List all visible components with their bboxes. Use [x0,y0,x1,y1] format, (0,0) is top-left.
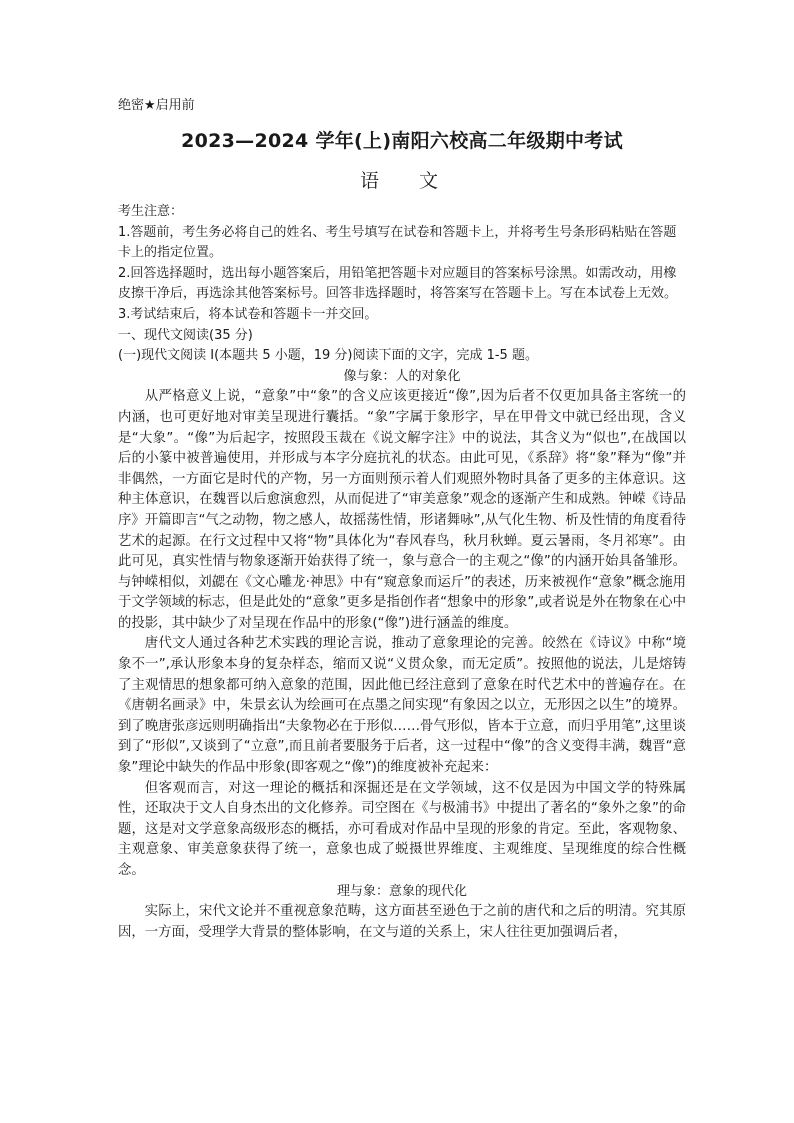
confidential-label: 绝密★启用前 [118,98,195,113]
article-section-title-1: 像与象：人的对象化 [343,368,461,384]
article-paragraph-4: 实际上，宋代文论并不重视意象范畴，这方面甚至逊色于之前的唐代和之后的明清。究其原因，一方面，受理学大背景的整体影响，在文与道的关系上，宋人往往更加强调后者， [118,904,686,940]
notice-item-2: 2.回答选择题时，选出每小题答案后，用铅笔把答题卡对应题目的答案标号涂黑。如需改动，用橡皮擦干净后，再选涂其他答案标号。回答非选择题时，将答案写在答题卡上。写在本试卷上无效。 [118,265,678,302]
article-paragraph-2: 唐代文人通过各种艺术实践的理论言说，推动了意象理论的完善。皎然在《诗议》中称“境象不一”,承认形象本身的复杂样态，缩而又说“义贯众象，而无定质”。按照他的说法，儿是熔铸了主观情思的想象都可纳入意象的范围，因此他已经注意到了意象在时代艺术中的普遍存在。在《唐朝名画录》中，朱景玄认为绘画可在点墨之间实现“有象因之以立，无形因之以生”的境界。到了晚唐张彦远则明确指出“夫象物必在于形似……骨气形似，皆本于立意，而归乎用笔”,这里谈到了“形似”,又谈到了“立意”,而且前者要服务于后者，这一过程中“像”的含义变得丰满，魏晋“意象”理论中缺失的作品中形象(即客观之“像”)的维度被补充起来： [118,636,686,776]
subject-title: 语 文 [359,170,445,192]
article-section-title-2: 理与象：意象的现代化 [336,883,467,899]
article-paragraph-1: 从严格意义上说，“意象”中“象”的含义应该更接近“像”,因为后者不仅更加具备主客统一的内涵，也可更好地对审美呈现进行囊括。“象”字属于象形字，早在甲骨文中就已经出现，含义是“大象”。“像”为后起字，按照段玉裁在《说文解字注》中的说法，其含义为“似也”,在战国以后的小篆中被普遍使用，并形成与本字分庭抗礼的状态。由此可见，《系辞》将“象”释为“像”并非偶然，一方面它是时代的产物，另一方面则预示着人们观照外物时具备了更多的主体意识。这种主体意识，在魏晋以后愈演愈烈，从而促进了“审美意象”观念的逐渐产生和成熟。钟嵘《诗品序》开篇即言“气之动物，物之感人，故摇荡性情，形诸舞咏”,从气化生物、析及性情的角度看待艺术的起源。在行文过程中又将“物”具体化为“春风春鸟，秋月秋蝉。夏云暑雨，冬月祁寒”。由此可见，真实性情与物象逐渐开始获得了统一，象与意合一的主观之“像”的内涵开始具备雏形。与钟嵘相似，刘勰在《文心雕龙·神思》中有“窥意象而运斤”的表述，历来被视作“意象”概念施用于文学领域的标志，但是此处的“意象”更多是指创作者“想象中的形象”,或者说是外在物象在心中的投影，其中缺少了对呈现在作品中的形象(“像”)进行涵盖的维度。 [118,389,686,631]
article-paragraph-3: 但客观而言，对这一理论的概括和深掘还是在文学领域，这不仅是因为中国文学的特殊属性，还取决于文人自身杰出的文化修养。司空图在《与极浦书》中提出了著名的“象外之象”的命题，这是对文学意象高级形态的概括，亦可看成对作品中呈现的形象的肯定。至此，客观物象、主观意象、审美意象获得了统一，意象也成了蜕摄世界维度、主观维度、呈现维度的综合性概念。 [118,780,686,878]
exam-notice [118,202,686,326]
notice-heading: 考生注意： [118,204,184,219]
notice-item-1: 1.答题前，考生务必将自己的姓名、考生号填写在试卷和答题卡上，并将考生号条形码粘贴在答题卡上的指定位置。 [118,224,677,261]
part1-heading: 一、现代文阅读(35 分) [118,327,253,343]
reading-instructions: (一)现代文阅读 I(本题共 5 小题，19 分)阅读下面的文字，完成 1-5 题。 [118,348,538,364]
exam-page [118,96,686,943]
exam-title: 2023—2024 学年(上)南阳六校高二年级期中考试 [181,130,623,152]
notice-item-3: 3.考试结束后，将本试卷和答题卡一并交回。 [118,306,378,322]
